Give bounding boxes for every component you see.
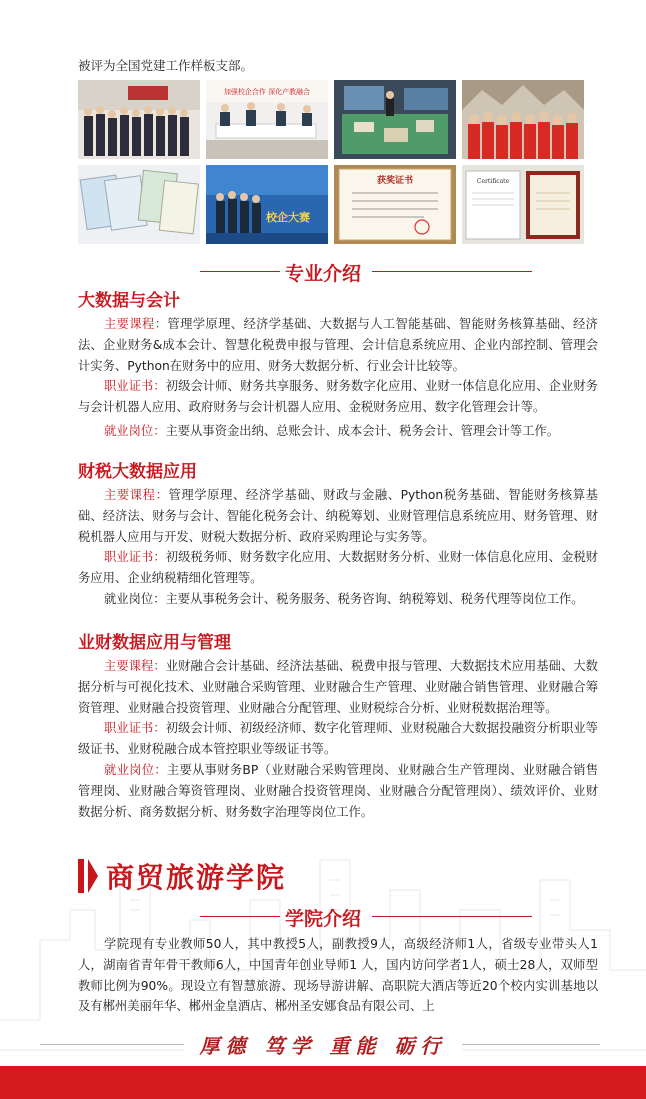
photo-caption-8: Certificate — [476, 178, 510, 185]
section-heading-majors — [0, 259, 646, 286]
jobs-text: 主要从事税务会计、税务服务、税务咨询、纳税筹划、税务代理等岗位工作。 — [165, 591, 584, 606]
jobs-text: 主要从事资金出纳、总账会计、成本会计、税务会计、管理会计等工作。 — [165, 423, 560, 438]
major-title: 业财数据应用与管理 — [78, 633, 231, 653]
photo-grid — [78, 80, 586, 250]
photo-row-2 — [78, 165, 586, 244]
heading-rule-left — [200, 916, 280, 917]
certs-text: 初级税务师、财务数字化应用、大数据财务分析、业财一体信息化应用、金税财务应用、企业纳税精细化管理等。 — [78, 550, 598, 586]
certs-text: 初级会计师、初级经济师、数字化管理师、业财税融合大数据投融资分析职业等级证书、业财税融合成本管控职业等级证书等。 — [78, 721, 598, 757]
heading-rule-right — [372, 916, 532, 917]
photo-textbooks — [78, 165, 200, 244]
courses-text: 业财融合会计基础、经济法基础、税费申报与管理、大数据技术应用基础、大数据分析与可视化技术、业财融合采购管理、业财融合生产管理、业财融合销售管理、业财融合筹资管理、业财融合投资管理、业财融合分配管理、业财税综合分析、业财税数据治理等。 — [78, 659, 598, 715]
college-banner — [78, 856, 286, 896]
major-title: 大数据与会计 — [78, 291, 180, 311]
major-title: 财税大数据应用 — [78, 462, 197, 482]
major-jobs — [78, 421, 598, 442]
photo-team-red-shirts — [462, 80, 584, 159]
courses-text: 管理学原理、经济学基础、财政与金融、Python税务基础、智能财务核算基础、经济法、财务与会计、智能化税务会计、纳税筹划、业财管理信息系统应用、财务管理、财税机器人应用与开发、财税大数据分析、政府采购理论与实务等。 — [78, 488, 598, 544]
motto-text: 厚德 笃学 重能 砺行 — [184, 1034, 463, 1058]
college-title: 商贸旅游学院 — [106, 861, 287, 894]
major-courses — [78, 314, 598, 376]
motto — [0, 1030, 646, 1059]
jobs-text: 主要从事财务BP（业财融合采购管理岗、业财融合生产管理岗、业财融合销售管理岗、业财融合筹资管理岗、业财融合投资管理岗、业财融合分配管理岗）、绩效评价、业财数据分析、商务数据分析、财务数字治理等岗位工作。 — [78, 762, 598, 819]
photo-row-1 — [78, 80, 586, 159]
major-certificates — [78, 718, 598, 760]
certs-text: 初级会计师、财务共享服务、财务数字化应用、业财一体信息化应用、企业财务与会计机器人应用、政府财务与会计机器人应用、金税财务应用、数字化管理会计等。 — [78, 379, 598, 415]
photo-caption-7: 获奖证书 — [376, 176, 414, 186]
major-jobs — [78, 589, 598, 610]
banner-bar — [78, 859, 84, 893]
courses-label: 主要课程： — [104, 488, 169, 502]
major-courses — [78, 485, 598, 547]
major-courses — [78, 656, 598, 718]
jobs-label: 就业岗位： — [104, 762, 167, 777]
courses-label: 主要课程： — [104, 317, 168, 331]
section-heading-college-text: 学院介绍 — [284, 908, 361, 930]
heading-rule-right — [372, 271, 532, 272]
photo-award-certificate — [334, 165, 456, 244]
jobs-label: 就业岗位： — [104, 423, 166, 438]
photo-school-enterprise-meeting — [206, 80, 328, 159]
photo-competition — [206, 165, 328, 244]
major-certificates — [78, 376, 598, 418]
photo-caption-2: 加强校企合作 深化产教融合 — [223, 88, 311, 96]
major-tax-big-data — [78, 457, 598, 610]
photo-group-meeting — [78, 80, 200, 159]
banner-arrow-icon — [88, 859, 98, 893]
certs-label: 职业证书： — [104, 550, 166, 565]
major-big-data-accounting — [78, 286, 598, 442]
courses-text: 管理学原理、经济学基础、大数据与人工智能基础、智能财务核算基础、经济法、企业财务&成本会计、智慧化税费申报与管理、会计信息系统应用、企业内部控制、管理会计实务、Python在财务中的应用、财务大数据分析、行业会计比较等。 — [78, 317, 598, 373]
photo-caption-6: 校企大赛 — [266, 211, 310, 224]
certs-label: 职业证书： — [104, 721, 166, 736]
section-heading-college — [0, 904, 646, 931]
section-heading-majors-text: 专业介绍 — [284, 263, 361, 285]
heading-rule-left — [200, 271, 280, 272]
certs-label: 职业证书： — [104, 379, 166, 394]
bottom-bar — [0, 1066, 646, 1099]
college-intro — [78, 934, 598, 1017]
jobs-label: 就业岗位： — [104, 591, 166, 606]
courses-label: 主要课程： — [104, 659, 166, 673]
major-business-finance-data — [78, 628, 598, 822]
college-intro-text: 学院现有专业教师50人，其中教授5人，副教授9人，高级经济师1人，省级专业带头人1人，湖南省青年骨干教师6人，中国青年创业导师1 人，国内访问学者1人，硕士28人，双师型教师比例为90%。现设立有智慧旅游、现场导游讲解、高职院大酒店等近20个校内实训基地以及有郴州美丽年华、郴州金皇酒店、郴州圣安娜食品有限公司、上 — [78, 937, 598, 1014]
major-certificates — [78, 547, 598, 589]
intro-line: 被评为全国党建工作样板支部。 — [78, 58, 254, 73]
photo-two-certificates — [462, 165, 584, 244]
major-jobs — [78, 760, 598, 822]
photo-sand-table — [334, 80, 456, 159]
